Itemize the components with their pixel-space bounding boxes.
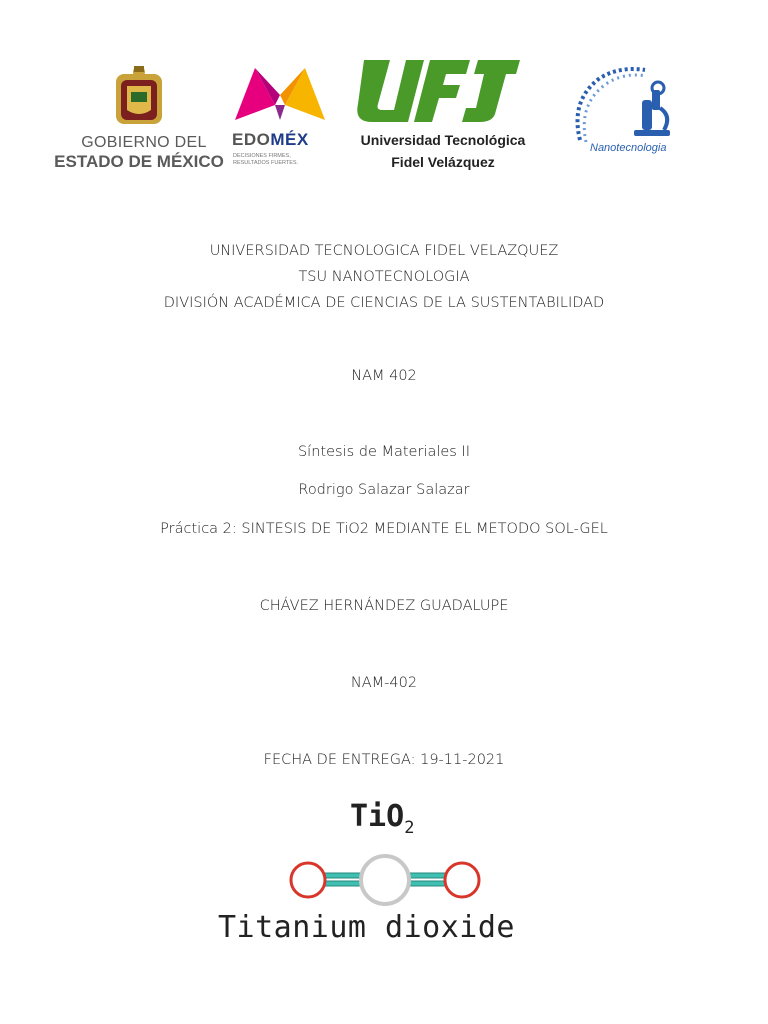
- gobierno-line1: GOBIERNO DEL: [81, 134, 207, 151]
- titanium-atom: [361, 856, 409, 904]
- gobierno-estado-mexico-logo: [54, 62, 224, 182]
- due-date: FECHA DE ENTREGA: 19-11-2021: [263, 752, 505, 768]
- program-name: TSU NANOTECNOLOGIA: [298, 269, 470, 285]
- bond-right: [406, 873, 446, 878]
- gobierno-line2: ESTADO DE MÉXICO: [54, 152, 224, 171]
- practice-title: Práctica 2: SINTESIS DE TiO2 MEDIANTE EL METODO SOL-GEL: [160, 521, 608, 537]
- student-name: CHÁVEZ HERNÁNDEZ GUADALUPE: [259, 598, 509, 614]
- oxygen-atom-left: [291, 863, 325, 897]
- utfv-name-line1: Universidad Tecnológica: [360, 132, 526, 148]
- institution-header: [0, 238, 768, 316]
- molecule-caption: Titanium dioxide: [218, 910, 515, 945]
- oxygen-atom-right: [445, 863, 479, 897]
- group-code: NAM-402: [350, 675, 418, 691]
- edomex-slogan-line2: RESULTADOS FUERTES.: [233, 160, 299, 166]
- tio2-molecule-figure: [200, 795, 570, 960]
- nanotecnologia-logo: [560, 60, 720, 160]
- utfv-name-line2: Fidel Velázquez: [391, 154, 495, 170]
- teacher-name: Rodrigo Salazar Salazar: [298, 482, 470, 498]
- chemical-formula: [350, 799, 414, 838]
- bond-right-2: [406, 881, 446, 886]
- edomex-part2: MÉX: [270, 130, 309, 149]
- edomex-slogan-line1: DECISIONES FIRMES,: [233, 153, 291, 159]
- edomex-m-icon: [230, 60, 330, 128]
- edomex-logo: [230, 60, 330, 180]
- molecule-diagram: [280, 845, 490, 915]
- edomex-part1: EDO: [232, 130, 271, 149]
- bond-left: [324, 873, 364, 878]
- utfv-emblem-icon: [350, 52, 530, 130]
- edomex-wordmark: [232, 130, 309, 150]
- coat-of-arms-icon: [54, 62, 224, 132]
- formula-subscript: 2: [404, 818, 415, 838]
- formula-main: TiO: [350, 799, 405, 834]
- utfv-logo: [350, 52, 530, 182]
- subject-name: Síntesis de Materiales II: [297, 444, 471, 460]
- group-label: NAM 402: [351, 368, 417, 384]
- logo-bar: [50, 52, 730, 182]
- edomex-slogan: [233, 153, 333, 167]
- bond-left-2: [324, 881, 364, 886]
- division-name: DIVISIÓN ACADÉMICA DE CIENCIAS DE LA SUSTENTABILIDAD: [163, 295, 605, 311]
- nanotecnologia-label: Nanotecnologia: [590, 142, 667, 154]
- university-name: UNIVERSIDAD TECNOLOGICA FIDEL VELAZQUEZ: [209, 243, 559, 259]
